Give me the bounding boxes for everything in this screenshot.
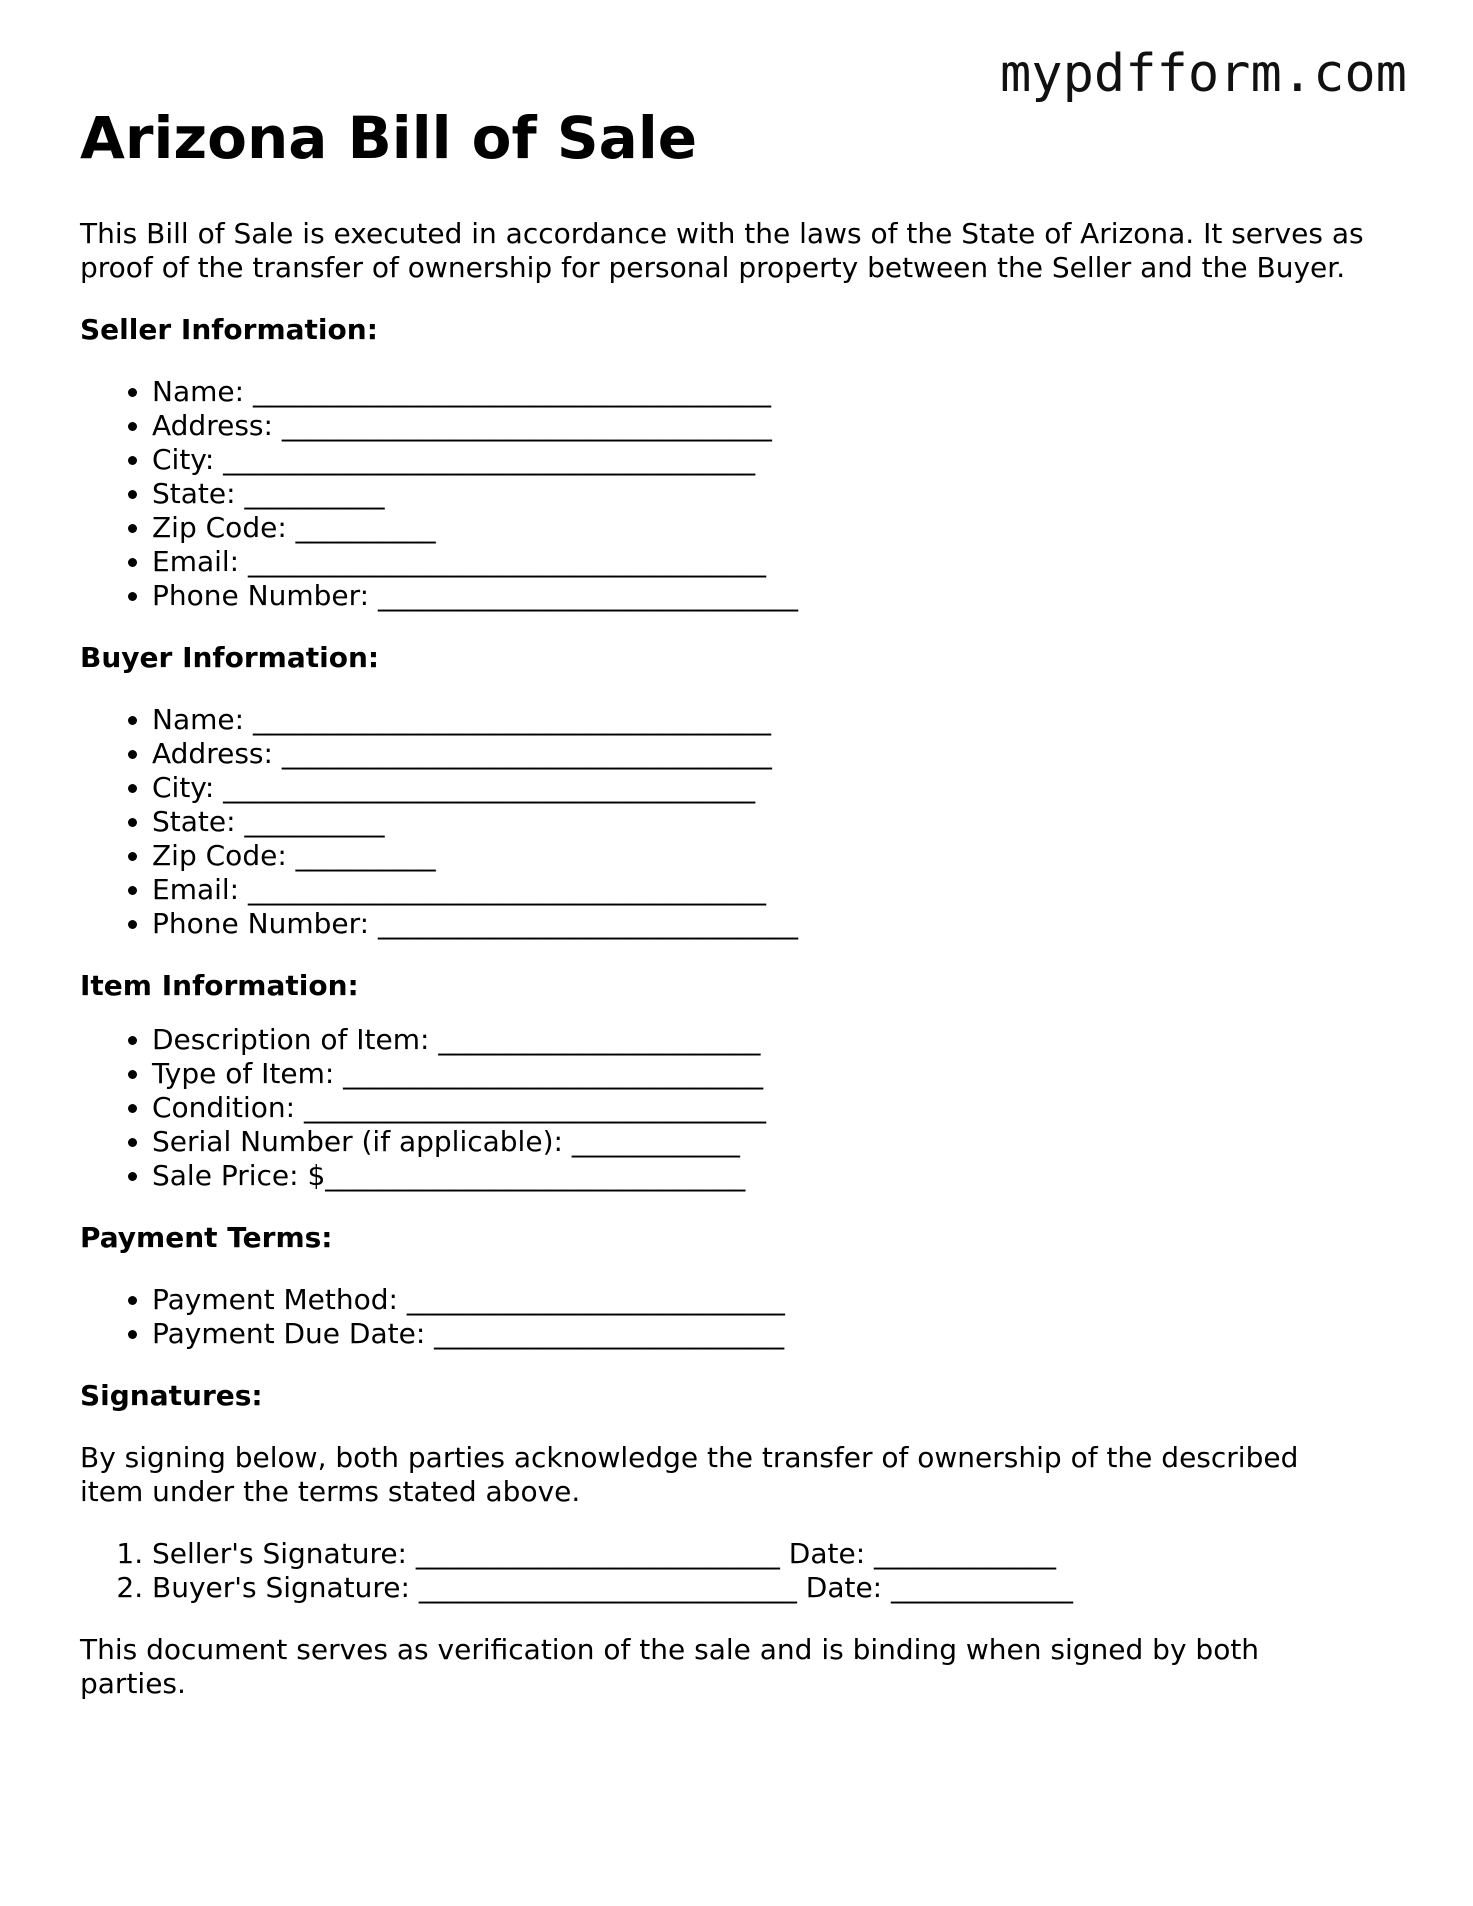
seller-heading: Seller Information: — [80, 313, 378, 346]
buyer-city-field: • City: ______________________________________ — [152, 771, 1370, 805]
buyer-zip-field: • Zip Code: __________ — [152, 839, 1370, 873]
item-fields-list — [80, 1023, 1370, 1193]
payment-fields-list — [80, 1283, 1370, 1351]
payment-method-field: • Payment Method: ___________________________ — [152, 1283, 1370, 1317]
seller-state-field: • State: __________ — [152, 477, 1370, 511]
signature-lines-list — [80, 1537, 1370, 1605]
closing-paragraph: This document serves as verification of the sale and is binding when signed by both parties. — [80, 1633, 1260, 1700]
buyer-name-field: • Name: _____________________________________ — [152, 703, 1370, 737]
document-page — [80, 104, 1370, 1701]
page-title: Arizona Bill of Sale — [80, 104, 698, 172]
buyer-address-field: • Address: ___________________________________ — [152, 737, 1370, 771]
item-serial-field: • Serial Number (if applicable): ____________ — [152, 1125, 1370, 1159]
buyer-phone-field: • Phone Number: ______________________________ — [152, 907, 1370, 941]
seller-city-field: • City: ______________________________________ — [152, 443, 1370, 477]
seller-zip-field: • Zip Code: __________ — [152, 511, 1370, 545]
buyer-signature-line: 2. Buyer's Signature: ___________________________ Date: _____________ — [152, 1571, 1370, 1605]
buyer-email-field: • Email: _____________________________________ — [152, 873, 1370, 907]
item-price-field: • Sale Price: $______________________________ — [152, 1159, 1370, 1193]
item-condition-field: • Condition: _________________________________ — [152, 1091, 1370, 1125]
item-heading: Item Information: — [80, 969, 359, 1002]
buyer-state-field: • State: __________ — [152, 805, 1370, 839]
payment-heading: Payment Terms: — [80, 1221, 333, 1254]
seller-email-field: • Email: _____________________________________ — [152, 545, 1370, 579]
seller-fields-list — [80, 375, 1370, 613]
signatures-note: By signing below, both parties acknowledge the transfer of ownership of the described item under the terms stated above. — [80, 1441, 1299, 1508]
seller-address-field: • Address: ___________________________________ — [152, 409, 1370, 443]
buyer-heading: Buyer Information: — [80, 641, 380, 674]
seller-phone-field: • Phone Number: ______________________________ — [152, 579, 1370, 613]
payment-due-date-field: • Payment Due Date: _________________________ — [152, 1317, 1370, 1351]
signatures-heading: Signatures: — [80, 1379, 263, 1412]
intro-paragraph: This Bill of Sale is executed in accordance with the laws of the State of Arizona. It serves as proof of the transfer of ownership for personal property between the Seller and the Buyer. — [80, 217, 1364, 284]
seller-name-field: • Name: _____________________________________ — [152, 375, 1370, 409]
watermark: mypdfform.com — [1000, 44, 1407, 104]
seller-signature-line: 1. Seller's Signature: __________________________ Date: _____________ — [152, 1537, 1370, 1571]
item-type-field: • Type of Item: ______________________________ — [152, 1057, 1370, 1091]
item-description-field: • Description of Item: _______________________ — [152, 1023, 1370, 1057]
buyer-fields-list — [80, 703, 1370, 941]
